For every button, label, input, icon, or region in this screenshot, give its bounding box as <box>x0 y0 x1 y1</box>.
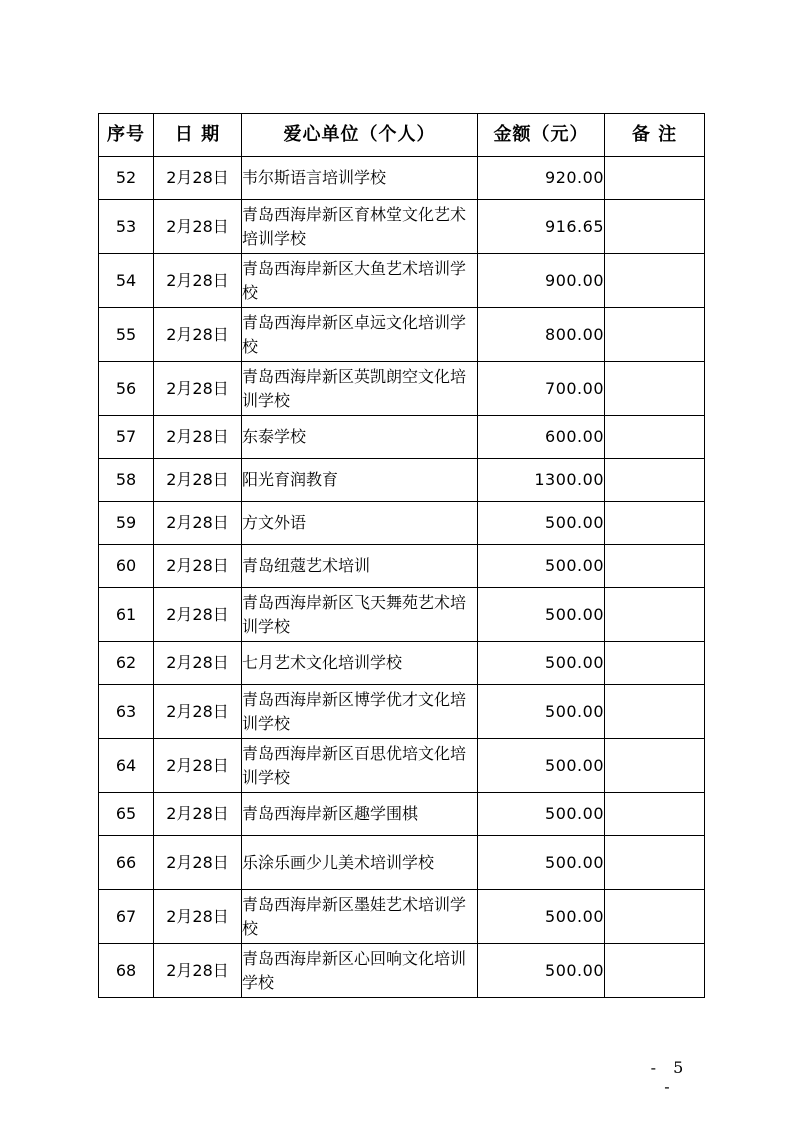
cell-amount: 900.00 <box>478 254 605 308</box>
cell-date: 2月28日 <box>154 416 242 459</box>
cell-amount: 500.00 <box>478 642 605 685</box>
cell-note <box>605 459 705 502</box>
cell-amount: 500.00 <box>478 890 605 944</box>
table-row <box>99 416 705 459</box>
cell-date: 2月28日 <box>154 588 242 642</box>
cell-date: 2月28日 <box>154 890 242 944</box>
cell-note <box>605 362 705 416</box>
cell-no: 64 <box>99 739 154 793</box>
table-row <box>99 944 705 998</box>
cell-unit: 青岛西海岸新区育林堂文化艺术培训学校 <box>242 200 478 254</box>
cell-unit: 青岛西海岸新区卓远文化培训学校 <box>242 308 478 362</box>
cell-date: 2月28日 <box>154 308 242 362</box>
cell-date: 2月28日 <box>154 685 242 739</box>
cell-amount: 500.00 <box>478 836 605 890</box>
table-row <box>99 836 705 890</box>
cell-note <box>605 793 705 836</box>
cell-amount: 800.00 <box>478 308 605 362</box>
table-row <box>99 588 705 642</box>
table-header-row <box>99 114 705 157</box>
cell-no: 55 <box>99 308 154 362</box>
cell-unit: 青岛西海岸新区博学优才文化培训学校 <box>242 685 478 739</box>
header-note: 备 注 <box>605 114 705 157</box>
cell-date: 2月28日 <box>154 362 242 416</box>
cell-note <box>605 890 705 944</box>
table-row <box>99 459 705 502</box>
cell-amount: 1300.00 <box>478 459 605 502</box>
cell-amount: 500.00 <box>478 793 605 836</box>
table-row <box>99 793 705 836</box>
cell-no: 66 <box>99 836 154 890</box>
cell-amount: 600.00 <box>478 416 605 459</box>
cell-no: 67 <box>99 890 154 944</box>
cell-amount: 500.00 <box>478 588 605 642</box>
table-row <box>99 157 705 200</box>
cell-date: 2月28日 <box>154 545 242 588</box>
cell-date: 2月28日 <box>154 642 242 685</box>
cell-amount: 920.00 <box>478 157 605 200</box>
table-row <box>99 362 705 416</box>
table-row <box>99 545 705 588</box>
cell-date: 2月28日 <box>154 739 242 793</box>
cell-note <box>605 157 705 200</box>
cell-note <box>605 642 705 685</box>
cell-no: 60 <box>99 545 154 588</box>
cell-unit: 东泰学校 <box>242 416 478 459</box>
cell-no: 54 <box>99 254 154 308</box>
header-amount: 金额（元） <box>478 114 605 157</box>
cell-note <box>605 944 705 998</box>
cell-date: 2月28日 <box>154 836 242 890</box>
table-row <box>99 200 705 254</box>
cell-note <box>605 739 705 793</box>
cell-date: 2月28日 <box>154 200 242 254</box>
page-number: - 5 - <box>650 1058 690 1096</box>
cell-unit: 青岛西海岸新区英凯朗空文化培训学校 <box>242 362 478 416</box>
table-row <box>99 890 705 944</box>
cell-no: 53 <box>99 200 154 254</box>
cell-amount: 700.00 <box>478 362 605 416</box>
table-row <box>99 739 705 793</box>
cell-note <box>605 308 705 362</box>
cell-unit: 青岛西海岸新区大鱼艺术培训学校 <box>242 254 478 308</box>
cell-no: 63 <box>99 685 154 739</box>
table-row <box>99 254 705 308</box>
cell-date: 2月28日 <box>154 793 242 836</box>
cell-no: 57 <box>99 416 154 459</box>
cell-no: 68 <box>99 944 154 998</box>
cell-note <box>605 416 705 459</box>
cell-note <box>605 588 705 642</box>
header-no: 序号 <box>99 114 154 157</box>
table-row <box>99 308 705 362</box>
cell-no: 52 <box>99 157 154 200</box>
cell-date: 2月28日 <box>154 944 242 998</box>
cell-unit: 青岛西海岸新区心回响文化培训学校 <box>242 944 478 998</box>
table-row <box>99 685 705 739</box>
cell-amount: 500.00 <box>478 685 605 739</box>
cell-unit: 乐涂乐画少儿美术培训学校 <box>242 836 478 890</box>
table-row <box>99 642 705 685</box>
cell-unit: 青岛西海岸新区趣学围棋 <box>242 793 478 836</box>
cell-unit: 青岛西海岸新区百思优培文化培训学校 <box>242 739 478 793</box>
cell-unit: 青岛西海岸新区飞天舞苑艺术培训学校 <box>242 588 478 642</box>
cell-note <box>605 254 705 308</box>
cell-unit: 七月艺术文化培训学校 <box>242 642 478 685</box>
cell-note <box>605 200 705 254</box>
cell-unit: 青岛纽蔻艺术培训 <box>242 545 478 588</box>
cell-amount: 500.00 <box>478 545 605 588</box>
header-date: 日 期 <box>154 114 242 157</box>
cell-amount: 500.00 <box>478 502 605 545</box>
cell-date: 2月28日 <box>154 502 242 545</box>
cell-no: 62 <box>99 642 154 685</box>
cell-amount: 500.00 <box>478 944 605 998</box>
cell-no: 56 <box>99 362 154 416</box>
donation-table <box>98 113 705 998</box>
cell-no: 61 <box>99 588 154 642</box>
cell-no: 65 <box>99 793 154 836</box>
cell-note <box>605 502 705 545</box>
table-row <box>99 502 705 545</box>
cell-unit: 阳光育润教育 <box>242 459 478 502</box>
cell-unit: 青岛西海岸新区墨娃艺术培训学校 <box>242 890 478 944</box>
cell-note <box>605 836 705 890</box>
cell-date: 2月28日 <box>154 157 242 200</box>
cell-unit: 方文外语 <box>242 502 478 545</box>
header-unit: 爱心单位（个人） <box>242 114 478 157</box>
cell-no: 58 <box>99 459 154 502</box>
cell-date: 2月28日 <box>154 459 242 502</box>
cell-note <box>605 545 705 588</box>
cell-amount: 916.65 <box>478 200 605 254</box>
cell-amount: 500.00 <box>478 739 605 793</box>
cell-note <box>605 685 705 739</box>
cell-date: 2月28日 <box>154 254 242 308</box>
cell-no: 59 <box>99 502 154 545</box>
cell-unit: 韦尔斯语言培训学校 <box>242 157 478 200</box>
